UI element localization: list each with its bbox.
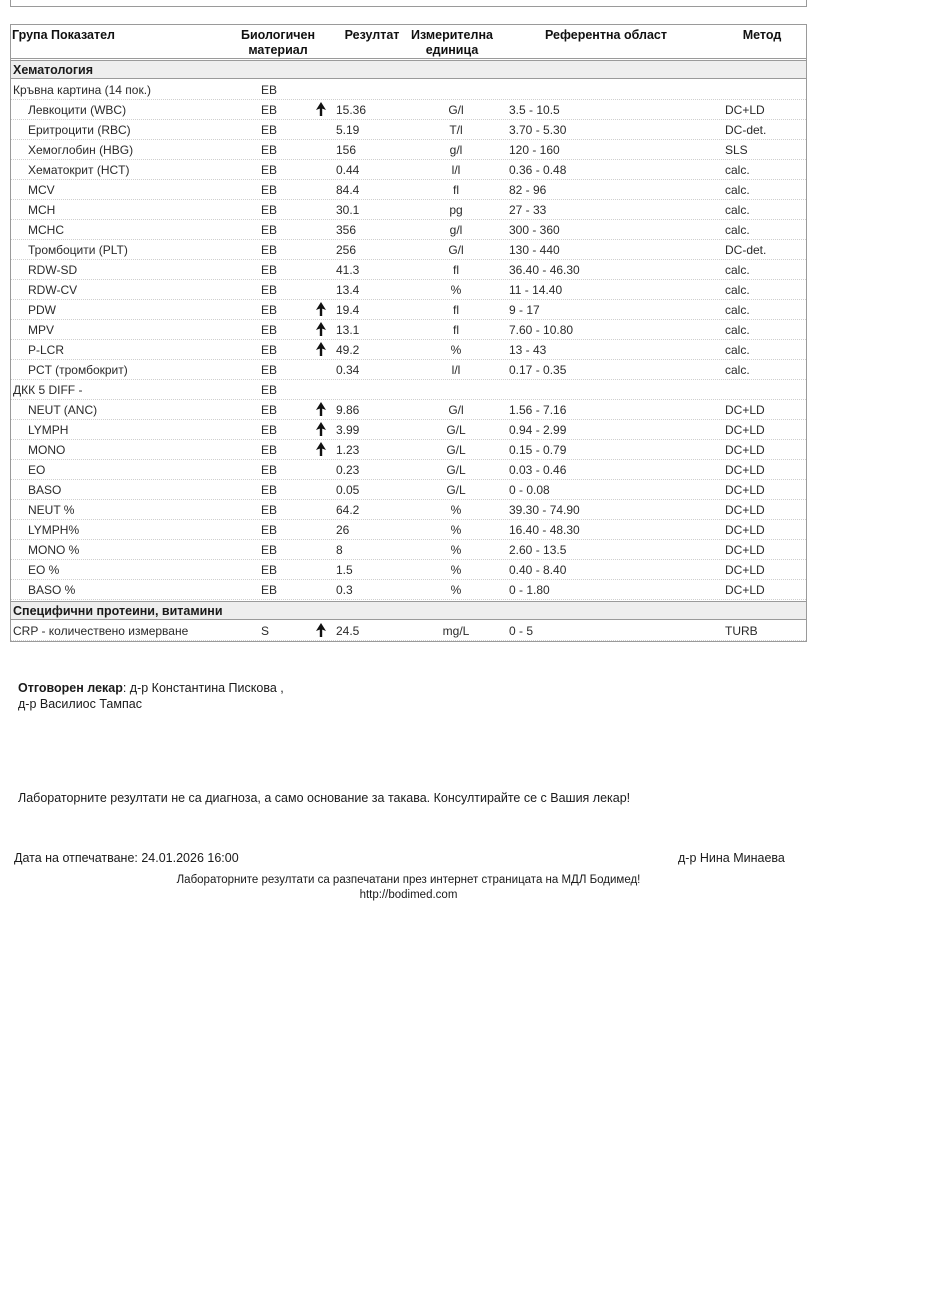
result-value: 13.4 — [336, 283, 360, 297]
test-name: BASO — [28, 483, 62, 497]
reference-range: 0 - 1.80 — [509, 583, 550, 597]
unit: % — [450, 283, 462, 297]
reference-range: 11 - 14.40 — [509, 283, 563, 297]
result-value: 41.3 — [336, 263, 360, 277]
result-value: 1.23 — [336, 443, 360, 457]
unit: pg — [449, 203, 463, 217]
result-value: 19.4 — [336, 303, 360, 317]
test-name: MCH — [28, 203, 56, 217]
high-flag — [315, 623, 327, 637]
up-arrow-icon — [315, 623, 327, 637]
reference-range: 0.17 - 0.35 — [509, 363, 567, 377]
result-value: 8 — [336, 543, 343, 557]
reference-range: 3.5 - 10.5 — [509, 103, 560, 117]
previous-section-edge — [10, 0, 807, 7]
result-value: 256 — [336, 243, 357, 257]
table-row — [11, 240, 806, 260]
method: DC-det. — [725, 243, 767, 257]
method: TURB — [725, 624, 758, 638]
footer-link[interactable]: http://bodimed.com — [359, 889, 458, 901]
reference-range: 3.70 - 5.30 — [509, 123, 567, 137]
bio-material: ЕВ — [261, 143, 278, 157]
bio-material: ЕВ — [261, 203, 278, 217]
table-row — [11, 160, 806, 180]
result-value: 356 — [336, 223, 357, 237]
high-flag — [315, 442, 327, 456]
bio-material: ЕВ — [261, 243, 278, 257]
test-name: Хематокрит (HCT) — [28, 163, 130, 177]
reference-range: 0.40 - 8.40 — [509, 563, 567, 577]
header-method: Метод — [742, 28, 782, 42]
table-row — [11, 80, 806, 100]
table-row — [11, 100, 806, 120]
table-row — [11, 540, 806, 560]
test-name: LYMPH% — [28, 523, 80, 537]
method: calc. — [725, 323, 750, 337]
test-name: PCT (тромбокрит) — [28, 363, 128, 377]
method: calc. — [725, 283, 750, 297]
bio-material: ЕВ — [261, 83, 278, 97]
reference-range: 7.60 - 10.80 — [509, 323, 574, 337]
unit: G/l — [448, 243, 464, 257]
group-header — [11, 60, 806, 79]
unit: % — [450, 583, 462, 597]
test-name: PDW — [28, 303, 56, 317]
method: calc. — [725, 263, 750, 277]
result-value: 49.2 — [336, 343, 360, 357]
bio-material: ЕВ — [261, 403, 278, 417]
up-arrow-icon — [315, 402, 327, 416]
test-name: P-LCR — [28, 343, 65, 357]
result-value: 26 — [336, 523, 350, 537]
table-row — [11, 140, 806, 160]
group-title: Хематология — [13, 63, 94, 77]
reference-range: 16.40 - 48.30 — [509, 523, 580, 537]
table-row — [11, 380, 806, 400]
reference-range: 2.60 - 13.5 — [509, 543, 567, 557]
unit: fl — [453, 263, 459, 277]
method: DC+LD — [725, 463, 765, 477]
responsible-doctor — [18, 680, 284, 712]
test-name: CRP - количествено измерване — [13, 624, 189, 638]
result-value: 24.5 — [336, 624, 360, 638]
unit: fl — [453, 323, 459, 337]
test-name: MCV — [28, 183, 55, 197]
result-value: 0.23 — [336, 463, 360, 477]
high-flag — [315, 102, 327, 116]
header-unit — [407, 28, 497, 58]
test-name: MCHC — [28, 223, 64, 237]
table-body — [11, 60, 806, 641]
result-value: 30.1 — [336, 203, 360, 217]
unit: G/L — [446, 423, 466, 437]
unit: l/l — [451, 363, 461, 377]
result-value: 1.5 — [336, 563, 353, 577]
test-name: LYMPH — [28, 423, 69, 437]
test-name: Кръвна картина (14 пок.) — [13, 83, 152, 97]
doctor-names-2: д-р Василиос Тампас — [18, 697, 142, 711]
method: calc. — [725, 203, 750, 217]
table-row — [11, 520, 806, 540]
result-value: 5.19 — [336, 123, 360, 137]
group-title: Специфични протеини, витамини — [13, 604, 223, 618]
doctor-names-1: : д-р Константина Пискова , — [122, 681, 284, 695]
result-value: 84.4 — [336, 183, 360, 197]
table-row — [11, 500, 806, 520]
header-result: Резултат — [344, 28, 400, 42]
reference-range: 0.03 - 0.46 — [509, 463, 567, 477]
bio-material: ЕВ — [261, 483, 278, 497]
bio-material: ЕВ — [261, 343, 278, 357]
method: calc. — [725, 223, 750, 237]
method: DC-det. — [725, 123, 767, 137]
unit: G/L — [446, 483, 466, 497]
bio-material: ЕВ — [261, 283, 278, 297]
footer-line-1: Лабораторните резултати са разпечатани през интернет страницата на МДЛ Бодимед! — [176, 874, 641, 886]
method: DC+LD — [725, 483, 765, 497]
reference-range: 0.94 - 2.99 — [509, 423, 567, 437]
reference-range: 0 - 5 — [509, 624, 534, 638]
reference-range: 0.15 - 0.79 — [509, 443, 567, 457]
test-name: NEUT % — [28, 503, 75, 517]
result-value: 13.1 — [336, 323, 360, 337]
signer: д-р Нина Минаева — [678, 851, 785, 865]
unit: g/l — [449, 143, 463, 157]
bio-material: ЕВ — [261, 503, 278, 517]
method: calc. — [725, 163, 750, 177]
bio-material: S — [261, 624, 270, 638]
up-arrow-icon — [315, 442, 327, 456]
result-value: 64.2 — [336, 503, 360, 517]
reference-range: 36.40 - 46.30 — [509, 263, 580, 277]
unit: G/L — [446, 443, 466, 457]
method: DC+LD — [725, 563, 765, 577]
up-arrow-icon — [315, 322, 327, 336]
high-flag — [315, 402, 327, 416]
result-value: 0.34 — [336, 363, 360, 377]
unit: G/l — [448, 103, 464, 117]
result-value: 15.36 — [336, 103, 367, 117]
method: calc. — [725, 183, 750, 197]
unit: l/l — [451, 163, 461, 177]
footer-note — [10, 873, 807, 903]
result-value: 3.99 — [336, 423, 360, 437]
reference-range: 27 - 33 — [509, 203, 547, 217]
method: SLS — [725, 143, 748, 157]
bio-material: ЕВ — [261, 323, 278, 337]
table-row — [11, 320, 806, 340]
high-flag — [315, 342, 327, 356]
test-name: RDW-SD — [28, 263, 78, 277]
header-bio-line2: материал — [248, 43, 308, 57]
unit: mg/L — [442, 624, 470, 638]
test-name: EO % — [28, 563, 60, 577]
reference-range: 9 - 17 — [509, 303, 540, 317]
result-value: 156 — [336, 143, 357, 157]
results-table — [10, 24, 807, 642]
bio-material: ЕВ — [261, 383, 278, 397]
test-name: RDW-CV — [28, 283, 78, 297]
bio-material: ЕВ — [261, 443, 278, 457]
method: DC+LD — [725, 443, 765, 457]
method: DC+LD — [725, 583, 765, 597]
unit: % — [450, 543, 462, 557]
bio-material: ЕВ — [261, 583, 278, 597]
test-name: MONO — [28, 443, 66, 457]
table-row — [11, 360, 806, 380]
unit: g/l — [449, 223, 463, 237]
up-arrow-icon — [315, 342, 327, 356]
result-value: 9.86 — [336, 403, 360, 417]
unit: % — [450, 523, 462, 537]
table-row — [11, 400, 806, 420]
bio-material: ЕВ — [261, 183, 278, 197]
method: DC+LD — [725, 403, 765, 417]
high-flag — [315, 302, 327, 316]
test-name: Левкоцити (WBC) — [28, 103, 127, 117]
test-name: BASO % — [28, 583, 76, 597]
header-unit-line1: Измерителна — [411, 28, 493, 42]
doctor-line-1 — [18, 680, 284, 696]
method: DC+LD — [725, 423, 765, 437]
high-flag — [315, 322, 327, 336]
table-row — [11, 560, 806, 580]
up-arrow-icon — [315, 422, 327, 436]
table-row — [11, 300, 806, 320]
bio-material: ЕВ — [261, 423, 278, 437]
unit: % — [450, 503, 462, 517]
method: calc. — [725, 343, 750, 357]
test-name: MONO % — [28, 543, 80, 557]
reference-range: 130 - 440 — [509, 243, 560, 257]
test-name: EO — [28, 463, 46, 477]
table-row — [11, 580, 806, 600]
unit: T/l — [449, 123, 463, 137]
method: calc. — [725, 303, 750, 317]
header-bio-material — [233, 28, 323, 58]
method: DC+LD — [725, 523, 765, 537]
high-flag — [315, 422, 327, 436]
bio-material: ЕВ — [261, 263, 278, 277]
test-name: ДКК 5 DIFF - — [13, 383, 83, 397]
test-name: Тромбоцити (PLT) — [28, 243, 128, 257]
bio-material: ЕВ — [261, 463, 278, 477]
unit: fl — [453, 303, 459, 317]
method: DC+LD — [725, 103, 765, 117]
group-header — [11, 601, 806, 620]
result-value: 0.44 — [336, 163, 360, 177]
bio-material: ЕВ — [261, 123, 278, 137]
method: calc. — [725, 363, 750, 377]
table-row — [11, 340, 806, 360]
table-row — [11, 200, 806, 220]
reference-range: 13 - 43 — [509, 343, 547, 357]
bio-material: ЕВ — [261, 303, 278, 317]
reference-range: 39.30 - 74.90 — [509, 503, 580, 517]
bio-material: ЕВ — [261, 543, 278, 557]
reference-range: 0.36 - 0.48 — [509, 163, 567, 177]
unit: G/l — [448, 403, 464, 417]
reference-range: 0 - 0.08 — [509, 483, 550, 497]
bio-material: ЕВ — [261, 163, 278, 177]
table-row — [11, 280, 806, 300]
bio-material: ЕВ — [261, 563, 278, 577]
unit: fl — [453, 183, 459, 197]
table-row — [11, 260, 806, 280]
table-row — [11, 621, 806, 641]
table-row — [11, 180, 806, 200]
reference-range: 1.56 - 7.16 — [509, 403, 567, 417]
up-arrow-icon — [315, 302, 327, 316]
test-name: MPV — [28, 323, 55, 337]
result-value: 0.05 — [336, 483, 360, 497]
test-name: Хемоглобин (HBG) — [28, 143, 134, 157]
print-date: Дата на отпечатване: 24.01.2026 16:00 — [14, 851, 239, 865]
table-row — [11, 220, 806, 240]
unit: G/L — [446, 463, 466, 477]
table-header — [11, 25, 806, 59]
header-unit-line2: единица — [425, 43, 479, 57]
test-name: NEUT (ANC) — [28, 403, 98, 417]
method: DC+LD — [725, 543, 765, 557]
test-name: Еритроцити (RBC) — [28, 123, 131, 137]
header-group: Група Показател — [12, 28, 116, 42]
up-arrow-icon — [315, 102, 327, 116]
table-row — [11, 460, 806, 480]
bio-material: ЕВ — [261, 363, 278, 377]
reference-range: 120 - 160 — [509, 143, 560, 157]
unit: % — [450, 563, 462, 577]
header-reference: Референтна област — [545, 28, 667, 42]
table-row — [11, 440, 806, 460]
table-row — [11, 120, 806, 140]
table-row — [11, 480, 806, 500]
doctor-label: Отговорен лекар — [18, 681, 123, 695]
method: DC+LD — [725, 503, 765, 517]
header-bio-line1: Биологичен — [240, 28, 316, 42]
bio-material: ЕВ — [261, 103, 278, 117]
unit: % — [450, 343, 462, 357]
reference-range: 82 - 96 — [509, 183, 547, 197]
bio-material: ЕВ — [261, 223, 278, 237]
bio-material: ЕВ — [261, 523, 278, 537]
result-value: 0.3 — [336, 583, 353, 597]
table-row — [11, 420, 806, 440]
disclaimer: Лабораторните резултати не са диагноза, а само основание за такава. Консултирайте се с Вашия лекар! — [18, 791, 631, 805]
reference-range: 300 - 360 — [509, 223, 560, 237]
